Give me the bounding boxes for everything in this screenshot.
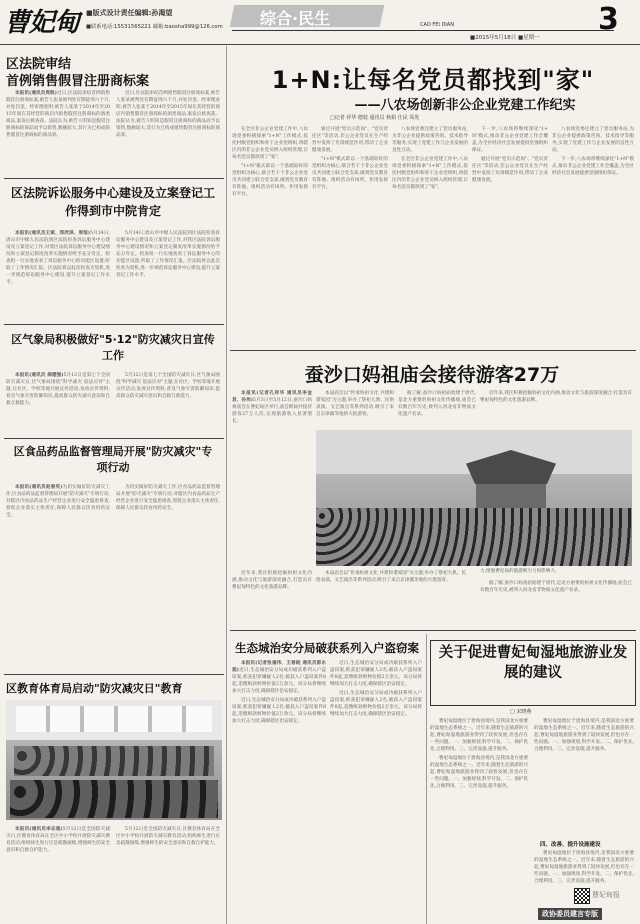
article-2-title: 区法院诉讼服务中心建设及立案登记工作得到市中院肯定 bbox=[10, 186, 215, 218]
article-3-text-col2: 5月12日是第七个全国防灾减灾日,区气象局围绕"科学减灾 依法应对"主题,在社区、学校等地开展宣传活动,发放宣传资料,普及气象灾害防御知识,提高群众防灾减灾意识和自救互救能力。 bbox=[116, 373, 220, 399]
wetland-body-col2 bbox=[534, 718, 634, 838]
divider-top bbox=[230, 350, 636, 351]
section-rule bbox=[232, 30, 614, 31]
wetland-headline: 关于促进曹妃甸湿地旅游业发展的建议 bbox=[438, 645, 628, 681]
lead-body-col4 bbox=[472, 126, 548, 346]
temple-text-4b: 近年来,我区积极挖掘妈祖文化内涵,推动文化与旅游深度融合,打造具有曹妃甸特色的文化旅游品牌。 bbox=[232, 571, 312, 590]
lead-text-5b: 下一步,八农场将继续深化"1+N"模式,推动非公企业党建工作全覆盖,为全区经济社会发展提供坚强组织保证。 bbox=[552, 157, 634, 176]
temple-body-col2 bbox=[316, 390, 394, 426]
qr-code-icon bbox=[574, 888, 590, 904]
wetland-body-col1 bbox=[430, 718, 528, 918]
police-text: 近日,生态城治安分局成功破获系列入户盗窃案,抓获犯罪嫌疑人2名,破获入户盗窃案件8起,追缴赃款赃物价值2万余元。该分局将继续加大打击力度,确保辖区治安稳定。 bbox=[232, 668, 326, 694]
article-5-body bbox=[6, 826, 110, 920]
article-5-title: 区教育体育局启动"防灾减灾日"教育 bbox=[6, 682, 183, 695]
lead-body-col3 bbox=[392, 126, 468, 346]
article-5-lead: 本报讯(通讯员李志超) bbox=[15, 827, 63, 832]
page-number: 3 bbox=[598, 2, 619, 37]
students-row-1 bbox=[14, 746, 214, 776]
crowd bbox=[316, 508, 632, 566]
temple-text-1: 5月3日至5月12日,蚕沙口妈祖庙会在曹妃甸区举行,庙会期间共接待游客27万人次,实现旅游收入显著增长。 bbox=[232, 398, 312, 424]
lead-text-1: 在全区非公企业党建工作中,八农场党委积极探索"1+N"工作模式,依托村级党组织和骨干企业党组织,将辖区内的非公企业党员纳入组织管理,让每名党员都找到了"家"。 bbox=[232, 127, 308, 160]
wetland-body-col3 bbox=[534, 850, 634, 890]
qr-caption: 曹妃甸报 bbox=[592, 891, 620, 899]
lead-text-3b: 通过开展"党员示范岗"、"党员责任区"等活动,非公企业党员在生产经营中发挥了先锋模范作用,带动了企业健康发展。 bbox=[472, 157, 548, 183]
temple-body-col4 bbox=[480, 390, 632, 426]
temple-text-2b: 本届庙会以"传承妈祖文化 共建和谐家园"为主题,举办了祭祀大典、民俗表演、文艺演出等系列活动,吸引了来自京津冀等地的大批游客。 bbox=[316, 571, 466, 583]
wetland-title-box bbox=[430, 640, 636, 706]
left-column-divider bbox=[226, 46, 227, 924]
lead-text-4: 八农场党委还建立了党员服务站,为非公企业提供政策咨询、技术指导等服务,实现了党建工作与企业发展的良性互动。 bbox=[392, 127, 468, 153]
lead-text-4b: 八农场党委还建立了党员服务站,为非公企业提供政策咨询、技术指导等服务,实现了党建工作与企业发展的良性互动。 bbox=[552, 127, 634, 153]
article-5-text-col2: 5月12日是全国防灾减灾日,区教育体育局在全区中小学校开展防灾减灾教育活动,组织师生进行应急疏散演练,增强师生的安全意识和自救自护能力。 bbox=[116, 827, 220, 846]
article-2-text: 5月14日,唐山市中级人民法院到区法院检查诉讼服务中心建设及立案登记工作,对我区法院诉讼服务中心建设情况和立案登记制度改革实施情况给予充分肯定。检查组一行实地查看了诉讼服务中心的功能区设置,听取了工作情况汇报。区法院将以此次检查为契机,进一步规范诉讼服务中心建设,提升立案登记工作水平。 bbox=[6, 231, 110, 285]
temple-text-4: 近年来,我区积极挖掘妈祖文化内涵,推动文化与旅游深度融合,打造具有曹妃甸特色的文化旅游品牌。 bbox=[480, 391, 632, 403]
lead-byline: □记者 祥华 德枝 通讯员 秋娟 仕民 凤发 bbox=[330, 115, 420, 121]
temple-text-3b: 据了解,蚕沙口妈祖庙始建于唐代,是北方重要的妈祖文化传播地,庙会已有数百年历史,被列入河北省非物质文化遗产名录。 bbox=[480, 581, 632, 593]
lead-text-3: 通过开展"党员示范岗"、"党员责任区"等活动,非公企业党员在生产经营中发挥了先锋模范作用,带动了企业健康发展。 bbox=[312, 127, 388, 153]
article-1-text: 近日,区法院审结首例销售假冒注册商标案,被告人张某被判处有期徒刑六个月,并处罚金。经审理查明,被告人张某于2014年至2015年间在其经营的商店内销售假冒注册商标的酒类商品,案发后被查获。法院认为,被告人明知是假冒注册商标的商品而予以销售,数额较大,其行为已构成销售假冒注册商标的商品罪。 bbox=[6, 91, 110, 138]
editor-line: ■版式设计责任编辑:孙渴望 bbox=[86, 9, 173, 17]
temple-body-col6 bbox=[480, 580, 632, 626]
temple-body-col3 bbox=[398, 390, 476, 426]
lead-subhead: ——八农场创新非公企业党建工作纪实 bbox=[354, 98, 576, 113]
lead-body-col5 bbox=[552, 126, 634, 346]
article-4-body bbox=[6, 484, 110, 670]
lead-text-2b: "1+N"模式即以一个基础较好的党组织为核心,联合若干个非公企业党员共同建立联合党支部,做到党员教育有阵地、组织活动有场所、作用发挥有平台。 bbox=[312, 157, 388, 190]
classroom-windows bbox=[16, 706, 212, 732]
temple-caption: 力,增强曹妃甸的旅游吸引力和影响力。 bbox=[480, 569, 560, 574]
temple-lead: 本报讯(记者孔祥华 通讯员李金君、孙伟) bbox=[232, 391, 312, 403]
article-5-body-col2 bbox=[116, 826, 220, 920]
temple-text-2: 本届庙会以"传承妈祖文化 共建和谐家园"为主题,举办了祭祀大典、民俗表演、文艺演出等系列活动,吸引了来自京津冀等地的大批游客。 bbox=[316, 391, 394, 417]
article-2-body-col2 bbox=[116, 230, 220, 320]
temple-body-col5 bbox=[316, 570, 466, 626]
divider-a1 bbox=[4, 178, 224, 179]
article-4-text: 为切实做好防灾减灾工作,区食品药品监督管理局开展"防灾减灾"专项行动,对辖区内食品药品生产经营企业进行安全隐患排查,督促企业落实主体责任,保障人民群众饮食用药安全。 bbox=[6, 485, 110, 518]
lead-text-5: 下一步,八农场将继续深化"1+N"模式,推动非公企业党建工作全覆盖,为全区经济社会发展提供坚强组织保证。 bbox=[472, 127, 548, 153]
contact-line: ■联系电话:15531565221 邮箱:baosha999@126.com bbox=[86, 24, 223, 30]
lead-body-col2 bbox=[312, 126, 388, 346]
article-4-body-col2 bbox=[116, 484, 220, 670]
article-3-title: 区气象局积极做好"5·12"防灾减灾日宣传工作 bbox=[11, 333, 215, 362]
wetland-byline: □ 宋晓燕 bbox=[510, 709, 532, 715]
wetland-text-3: 曹妃甸湿地位于唐海县境内,是我国北方重要的湿地生态系统之一。近年来,随着生态旅游的兴起,曹妃甸湿地旅游业得到了较快发展,但也存在一些问题。一、加强规划,科学开发。二、保护优先,合理利用。三、完善设施,提升服务。 bbox=[534, 719, 634, 752]
temple-body-col1b bbox=[232, 570, 312, 626]
committee-stamp: 政协委员建言专版 bbox=[538, 908, 602, 920]
lead-headline: 1+N:让每名党员都找到"家" bbox=[271, 66, 595, 94]
article-5-text: 5月12日是全国防灾减灾日,区教育体育局在全区中小学校开展防灾减灾教育活动,组织师生进行应急疏散演练,增强师生的安全意识和自救自护能力。 bbox=[6, 827, 110, 853]
temple-text-3: 据了解,蚕沙口妈祖庙始建于唐代,是北方重要的妈祖文化传播地,庙会已有数百年历史,被列入河北省非物质文化遗产名录。 bbox=[398, 391, 476, 417]
police-lead: 本报讯(记者张福伟、王春晓 通讯员郭永超) bbox=[232, 661, 326, 673]
bottom-divider bbox=[426, 634, 427, 924]
police-body-col1 bbox=[232, 660, 326, 920]
divider-a2 bbox=[4, 324, 224, 325]
article-3-body bbox=[6, 372, 110, 434]
students-row-2 bbox=[10, 780, 218, 818]
police-body-col2 bbox=[330, 660, 422, 920]
wetland-text-2: 曹妃甸湿地位于唐海县境内,是我国北方重要的湿地生态系统之一。近年来,随着生态旅游的兴起,曹妃甸湿地旅游业得到了较快发展,但也存在一些问题。一、加强规划,科学开发。二、保护优先,合理利用。三、完善设施,提升服务。 bbox=[430, 756, 528, 789]
article-1-body-col2 bbox=[116, 90, 220, 174]
article-4-text-col2: 为切实做好防灾减灾工作,区食品药品监督管理局开展"防灾减灾"专项行动,对辖区内食品药品生产经营企业进行安全隐患排查,督促企业落实主体责任,保障人民群众饮食用药安全。 bbox=[116, 485, 220, 511]
article-3-body-col2 bbox=[116, 372, 220, 434]
article-1-title: 区法院审结 bbox=[6, 57, 72, 72]
lead-text-1b: 在全区非公企业党建工作中,八农场党委积极探索"1+N"工作模式,依托村级党组织和骨干企业党组织,将辖区内的非公企业党员纳入组织管理,让每名党员都找到了"家"。 bbox=[392, 157, 468, 190]
section-title: 综合·民生 bbox=[260, 9, 331, 28]
masthead bbox=[0, 0, 640, 44]
wetland-section-heading: 四、改善、提升设施建设 bbox=[540, 842, 601, 848]
newspaper-logo: 曹妃甸 bbox=[4, 8, 80, 38]
wetland-text-4: 曹妃甸湿地位于唐海县境内,是我国北方重要的湿地生态系统之一。近年来,随着生态旅游的兴起,曹妃甸湿地旅游业得到了较快发展,但也存在一些问题。一、加强规划,科学开发。二、保护优先,合理利用。三、完善设施,提升服务。 bbox=[534, 851, 634, 884]
masthead-bottom-rule bbox=[0, 44, 640, 45]
pinyin-title: CAO FEI DIAN bbox=[420, 22, 454, 28]
divider-a3 bbox=[4, 438, 224, 439]
police-text-d: 近日,生态城治安分局成功破获系列入户盗窃案,抓获犯罪嫌疑人2名,破获入户盗窃案件8起,追缴赃款赃物价值2万余元。该分局将继续加大打击力度,确保辖区治安稳定。 bbox=[330, 691, 422, 717]
divider-a4 bbox=[4, 674, 224, 675]
article-1-lead: 本报讯(通讯员周锐) bbox=[15, 91, 57, 96]
lead-body-col1 bbox=[232, 126, 308, 346]
temple-fair-photo bbox=[316, 430, 632, 566]
article-2-text-col2: 5月14日,唐山市中级人民法院到区法院检查诉讼服务中心建设及立案登记工作,对我区法院诉讼服务中心建设情况和立案登记制度改革实施情况给予充分肯定。检查组一行实地查看了诉讼服务中心的功能区设置,听取了工作情况汇报。区法院将以此次检查为契机,进一步规范诉讼服务中心建设,提升立案登记工作水平。 bbox=[116, 231, 220, 278]
temple-body-col1 bbox=[232, 390, 312, 566]
divider-mid bbox=[230, 630, 636, 631]
police-headline: 生态城治安分局破获系列入户盗窃案 bbox=[235, 641, 419, 655]
article-2-lead: 本报讯(通讯员王斌、郑欣泽、周恒) bbox=[15, 231, 91, 236]
police-text-c: 近日,生态城治安分局成功破获系列入户盗窃案,抓获犯罪嫌疑人2名,破获入户盗窃案件8起,追缴赃款赃物价值2万余元。该分局将继续加大打击力度,确保辖区治安稳定。 bbox=[330, 661, 422, 687]
wetland-text-1: 曹妃甸湿地位于唐海县境内,是我国北方重要的湿地生态系统之一。近年来,随着生态旅游的兴起,曹妃甸湿地旅游业得到了较快发展,但也存在一些问题。一、加强规划,科学开发。二、保护优先,合理利用。三、完善设施,提升服务。 bbox=[430, 719, 528, 752]
police-text-b: 近日,生态城治安分局成功破获系列入户盗窃案,抓获犯罪嫌疑人2名,破获入户盗窃案件8起,追缴赃款赃物价值2万余元。该分局将继续加大打击力度,确保辖区治安稳定。 bbox=[232, 698, 326, 724]
article-1-text-col2: 近日,区法院审结首例销售假冒注册商标案,被告人张某被判处有期徒刑六个月,并处罚金。经审理查明,被告人张某于2014年至2015年间在其经营的商店内销售假冒注册商标的酒类商品,案发后被查获。法院认为,被告人明知是假冒注册商标的商品而予以销售,数额较大,其行为已构成销售假冒注册商标的商品罪。 bbox=[116, 91, 220, 138]
article-3-lead: 本报讯(通讯员 郝德强) bbox=[15, 373, 64, 378]
temple-fair-headline: 蚕沙口妈祖庙会接待游客27万 bbox=[304, 364, 560, 386]
article-1-subtitle: 首例销售假冒注册商标案 bbox=[6, 74, 150, 89]
article-2-body bbox=[6, 230, 110, 320]
lead-text-2: "1+N"模式即以一个基础较好的党组织为核心,联合若干个非公企业党员共同建立联合党支部,做到党员教育有阵地、组织活动有场所、作用发挥有平台。 bbox=[232, 164, 308, 197]
issue-date: ■2015年5月18日 ■星期一 bbox=[470, 35, 540, 41]
article-5-photo bbox=[6, 700, 222, 820]
article-4-lead: 本报讯(通讯员赵春英) bbox=[15, 485, 63, 490]
article-4-title: 区食品药品监督管理局开展"防灾减灾"专项行动 bbox=[13, 445, 213, 474]
article-1-body bbox=[6, 90, 110, 174]
article-3-text: 5月12日是第七个全国防灾减灾日,区气象局围绕"科学减灾 依法应对"主题,在社区、学校等地开展宣传活动,发放宣传资料,普及气象灾害防御知识,提高群众防灾减灾意识和自救互救能力。 bbox=[6, 373, 110, 406]
